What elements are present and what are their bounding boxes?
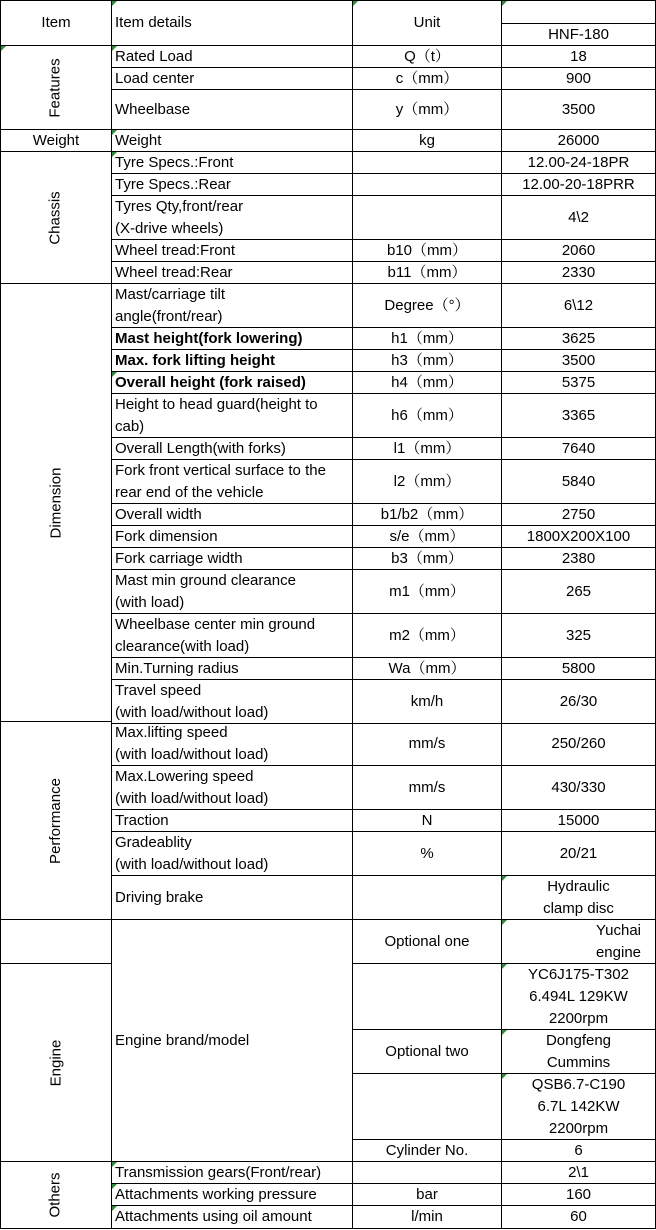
row-detail: Wheelbase bbox=[112, 90, 353, 130]
row-value: 5375 bbox=[502, 372, 656, 394]
row-unit: h1（mm） bbox=[353, 328, 502, 350]
row-detail: Tyre Specs.:Front bbox=[112, 152, 353, 174]
group-weight: Weight bbox=[0, 130, 112, 152]
row-detail: Travel speed (with load/without load) bbox=[112, 680, 353, 724]
row-unit: c（mm） bbox=[353, 68, 502, 90]
row-unit bbox=[353, 196, 502, 240]
row-unit: Degree（°） bbox=[353, 284, 502, 328]
row-value: 900 bbox=[502, 68, 656, 90]
group-features bbox=[0, 46, 112, 130]
row-unit: Q（t） bbox=[353, 46, 502, 68]
row-unit: % bbox=[353, 832, 502, 876]
row-value: 265 bbox=[502, 570, 656, 614]
row-unit: s/e（mm） bbox=[353, 526, 502, 548]
row-unit: N bbox=[353, 810, 502, 832]
row-detail: Traction bbox=[112, 810, 353, 832]
row-value: Hydraulic clamp disc bbox=[502, 876, 656, 920]
engine-optional-one: Optional one bbox=[353, 920, 502, 964]
row-value: 2380 bbox=[502, 548, 656, 570]
group-performance-label: Performance bbox=[47, 777, 64, 864]
header-item: Item bbox=[0, 0, 112, 46]
row-unit: h3（mm） bbox=[353, 350, 502, 372]
row-unit: km/h bbox=[353, 680, 502, 724]
row-value: 2330 bbox=[502, 262, 656, 284]
row-value: 325 bbox=[502, 614, 656, 658]
engine-one-model: YC6J175-T302 6.494L 129KW 2200rpm bbox=[502, 964, 656, 1030]
engine-cylinder-label: Cylinder No. bbox=[353, 1140, 502, 1162]
row-detail: Wheel tread:Front bbox=[112, 240, 353, 262]
row-unit: mm/s bbox=[353, 722, 502, 766]
row-value: 2750 bbox=[502, 504, 656, 526]
header-item-details: Item details bbox=[112, 0, 353, 46]
group-engine-blank bbox=[0, 920, 112, 964]
row-value: 15000 bbox=[502, 810, 656, 832]
engine-two-brand: Dongfeng Cummins bbox=[502, 1030, 656, 1074]
row-value: 6\12 bbox=[502, 284, 656, 328]
group-chassis bbox=[0, 152, 112, 284]
row-value: 2060 bbox=[502, 240, 656, 262]
row-unit: l1（mm） bbox=[353, 438, 502, 460]
row-value: 5840 bbox=[502, 460, 656, 504]
row-unit: Wa（mm） bbox=[353, 658, 502, 680]
row-unit: kg bbox=[353, 130, 502, 152]
row-value: 3625 bbox=[502, 328, 656, 350]
row-unit bbox=[353, 1162, 502, 1184]
row-value: 26000 bbox=[502, 130, 656, 152]
row-value: 12.00-24-18PR bbox=[502, 152, 656, 174]
row-detail: Fork front vertical surface to the rear end of the vehicle bbox=[112, 460, 353, 504]
row-detail: Fork dimension bbox=[112, 526, 353, 548]
group-others-label: Others bbox=[46, 1172, 64, 1218]
row-detail: Mast min ground clearance (with load) bbox=[112, 570, 353, 614]
row-unit bbox=[353, 876, 502, 920]
row-detail: Wheelbase center min ground clearance(with load) bbox=[112, 614, 353, 658]
row-detail: Overall height (fork raised) bbox=[112, 372, 353, 394]
engine-two-blank bbox=[353, 1074, 502, 1140]
row-detail: Max.lifting speed (with load/without load) bbox=[112, 722, 353, 766]
row-detail: Tyres Qty,front/rear (X-drive wheels) bbox=[112, 196, 353, 240]
row-unit: mm/s bbox=[353, 766, 502, 810]
engine-one-blank bbox=[353, 964, 502, 1030]
engine-optional-two: Optional two bbox=[353, 1030, 502, 1074]
group-dimension-label: Dimension bbox=[47, 467, 64, 538]
row-unit bbox=[353, 152, 502, 174]
group-features-label: Features bbox=[46, 57, 64, 118]
row-unit: bar bbox=[353, 1184, 502, 1206]
row-value: 430/330 bbox=[502, 766, 656, 810]
row-detail: Overall Length(with forks) bbox=[112, 438, 353, 460]
row-value: 7640 bbox=[502, 438, 656, 460]
row-unit: b3（mm） bbox=[353, 548, 502, 570]
row-unit bbox=[353, 174, 502, 196]
engine-two-model: QSB6.7-C190 6.7L 142KW 2200rpm bbox=[502, 1074, 656, 1140]
group-chassis-label: Chassis bbox=[46, 190, 64, 245]
row-detail: Max.Lowering speed (with load/without load) bbox=[112, 766, 353, 810]
row-unit: h6（mm） bbox=[353, 394, 502, 438]
row-value: 60 bbox=[502, 1206, 656, 1229]
row-detail: Tyre Specs.:Rear bbox=[112, 174, 353, 196]
row-value: 3500 bbox=[502, 350, 656, 372]
row-value: 26/30 bbox=[502, 680, 656, 724]
row-detail: Weight bbox=[112, 130, 353, 152]
row-value: 3500 bbox=[502, 90, 656, 130]
row-detail: Driving brake bbox=[112, 876, 353, 920]
row-value: 3365 bbox=[502, 394, 656, 438]
row-detail: Mast/carriage tilt angle(front/rear) bbox=[112, 284, 353, 328]
row-detail: Attachments using oil amount bbox=[112, 1206, 353, 1229]
engine-cylinder-value: 6 bbox=[502, 1140, 656, 1162]
engine-one-brand: Yuchai engine bbox=[502, 920, 656, 964]
row-unit: b1/b2（mm） bbox=[353, 504, 502, 526]
row-unit: b10（mm） bbox=[353, 240, 502, 262]
row-unit: h4（mm） bbox=[353, 372, 502, 394]
row-unit: m2（mm） bbox=[353, 614, 502, 658]
group-performance bbox=[0, 722, 112, 920]
engine-detail: Engine brand/model bbox=[112, 920, 353, 1162]
group-dimension bbox=[0, 284, 112, 722]
row-unit: m1（mm） bbox=[353, 570, 502, 614]
header-model: HNF-180 bbox=[502, 24, 656, 46]
row-value: 160 bbox=[502, 1184, 656, 1206]
row-value: 250/260 bbox=[502, 722, 656, 766]
row-unit: b11（mm） bbox=[353, 262, 502, 284]
row-detail: Attachments working pressure bbox=[112, 1184, 353, 1206]
row-unit: l2（mm） bbox=[353, 460, 502, 504]
row-unit: l/min bbox=[353, 1206, 502, 1229]
row-value: 5800 bbox=[502, 658, 656, 680]
row-detail: Mast height(fork lowering) bbox=[112, 328, 353, 350]
row-value: 18 bbox=[502, 46, 656, 68]
row-detail: Max. fork lifting height bbox=[112, 350, 353, 372]
row-value: 12.00-20-18PRR bbox=[502, 174, 656, 196]
row-detail: Rated Load bbox=[112, 46, 353, 68]
row-detail: Fork carriage width bbox=[112, 548, 353, 570]
row-detail: Height to head guard(height to cab) bbox=[112, 394, 353, 438]
row-detail: Load center bbox=[112, 68, 353, 90]
row-value: 20/21 bbox=[502, 832, 656, 876]
row-detail: Transmission gears(Front/rear) bbox=[112, 1162, 353, 1184]
group-engine bbox=[0, 964, 112, 1162]
header-model-blank bbox=[502, 0, 656, 24]
group-others bbox=[0, 1162, 112, 1229]
header-unit: Unit bbox=[353, 0, 502, 46]
row-detail: Overall width bbox=[112, 504, 353, 526]
row-detail: Min.Turning radius bbox=[112, 658, 353, 680]
row-detail: Gradeablity (with load/without load) bbox=[112, 832, 353, 876]
row-value: 2\1 bbox=[502, 1162, 656, 1184]
row-unit: y（mm） bbox=[353, 90, 502, 130]
row-value: 4\2 bbox=[502, 196, 656, 240]
group-engine-label: Engine bbox=[47, 1039, 64, 1086]
row-detail: Wheel tread:Rear bbox=[112, 262, 353, 284]
row-value: 1800X200X100 bbox=[502, 526, 656, 548]
